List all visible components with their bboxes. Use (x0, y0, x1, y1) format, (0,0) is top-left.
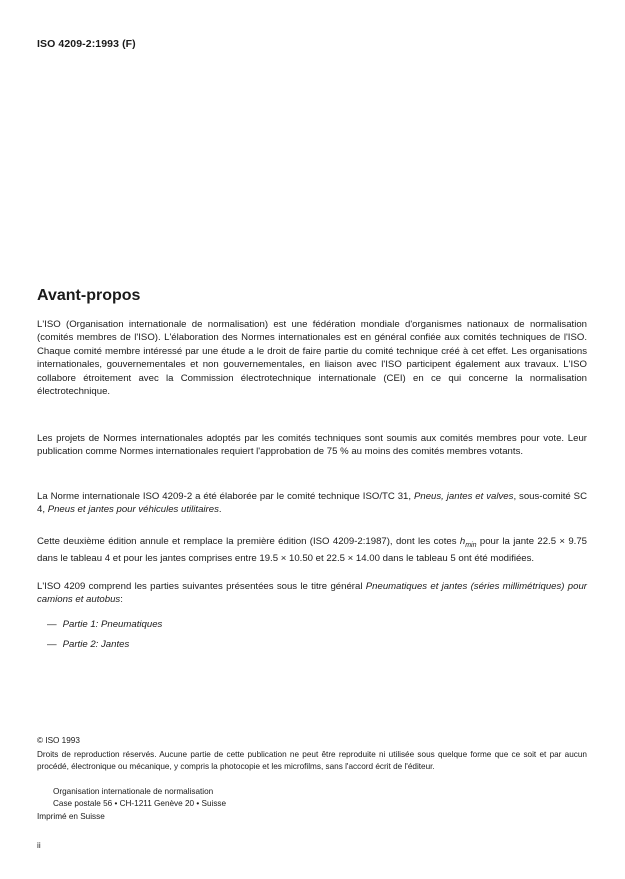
foreword-title: Avant-propos (37, 287, 141, 304)
p5-title: Pneumatiques et jantes (séries millimétriques) pour camions et autobus (37, 581, 587, 606)
foreword-paragraph-1: L'ISO (Organisation internationale de normalisation) est une fédération mondiale d'organismes nationaux de normalisation (comités membres de l'ISO). L'élaboration des Normes internationales est en général confiée aux comités techniques de l'ISO. Chaque comité membre intéressé par une étude a le droit de faire partie du comité technique créé à cet effet. Les organisations internationales, gouvernementales et non gouvernementales, en liaison avec l'ISO participent également aux travaux. L'ISO collabore étroitement avec la Commission électrotechnique internationale (CEI) en ce qui concerne la normalisation électrotechnique. (37, 319, 587, 398)
part-label: Partie 1: Pneumatiques (62, 619, 163, 630)
org-address: Case postale 56 • CH-1211 Genève 20 • Suisse (53, 798, 227, 808)
list-dash: — (47, 639, 57, 650)
list-item (47, 619, 162, 639)
foreword-paragraph-5 (37, 580, 587, 607)
document-reference: ISO 4209-2:1993 (F) (37, 38, 136, 50)
copyright-notice: © ISO 1993 (37, 736, 80, 745)
list-item (47, 639, 162, 659)
foreword-paragraph-3 (37, 490, 587, 517)
page-number: ii (37, 841, 41, 850)
org-name: Organisation internationale de normalisation (53, 787, 214, 796)
parts-list (47, 619, 162, 659)
p3-end: . (218, 504, 222, 516)
p4-start: Cette deuxième édition annule et remplace la première édition (ISO 4209-2:1987), dont les cotes (37, 536, 457, 547)
p3-mid: , sous-comité SC 4, (37, 491, 588, 516)
part-label: Partie 2: Jantes (62, 639, 130, 650)
p3-tc-title: Pneus, jantes et valves (413, 491, 514, 502)
printed-in: Imprimé en Suisse (37, 812, 105, 821)
p3-sc-title: Pneus et jantes pour véhicules utilitaires (47, 504, 219, 516)
p4-symbol: h (459, 536, 466, 547)
organisation-address (53, 786, 603, 809)
p4-subscript: min (465, 541, 477, 549)
p4-end: pour la jante 22.5 × 9.75 dans le tableau 4 et pour les jantes comprises entre 19.5 × 10.50 et 22.5 × 14.00 dans le tableau 5 ont été modifiées. (37, 536, 588, 565)
p5-end: : (120, 594, 123, 606)
list-dash: — (47, 619, 57, 630)
p5-text: L'ISO 4209 comprend les parties suivantes présentées sous le titre général (37, 581, 363, 592)
foreword-paragraph-4 (37, 535, 587, 566)
rights-statement: Droits de reproduction réservés. Aucune partie de cette publication ne peut être reproduite ni utilisée sous quelque forme que ce soit et par aucun procédé, électronique ou mécanique, y compris la photocopie et les microfilms, sans l'accord écrit de l'éditeur. (37, 750, 587, 771)
p3-text: La Norme internationale ISO 4209-2 a été élaborée par le comité technique ISO/TC 31, (37, 491, 412, 502)
foreword-paragraph-2: Les projets de Normes internationales adoptés par les comités techniques sont soumis aux comités membres pour vote. Leur publication comme Normes internationales requiert l'approbation de 75 % au moins des comités membres votants. (37, 433, 587, 458)
